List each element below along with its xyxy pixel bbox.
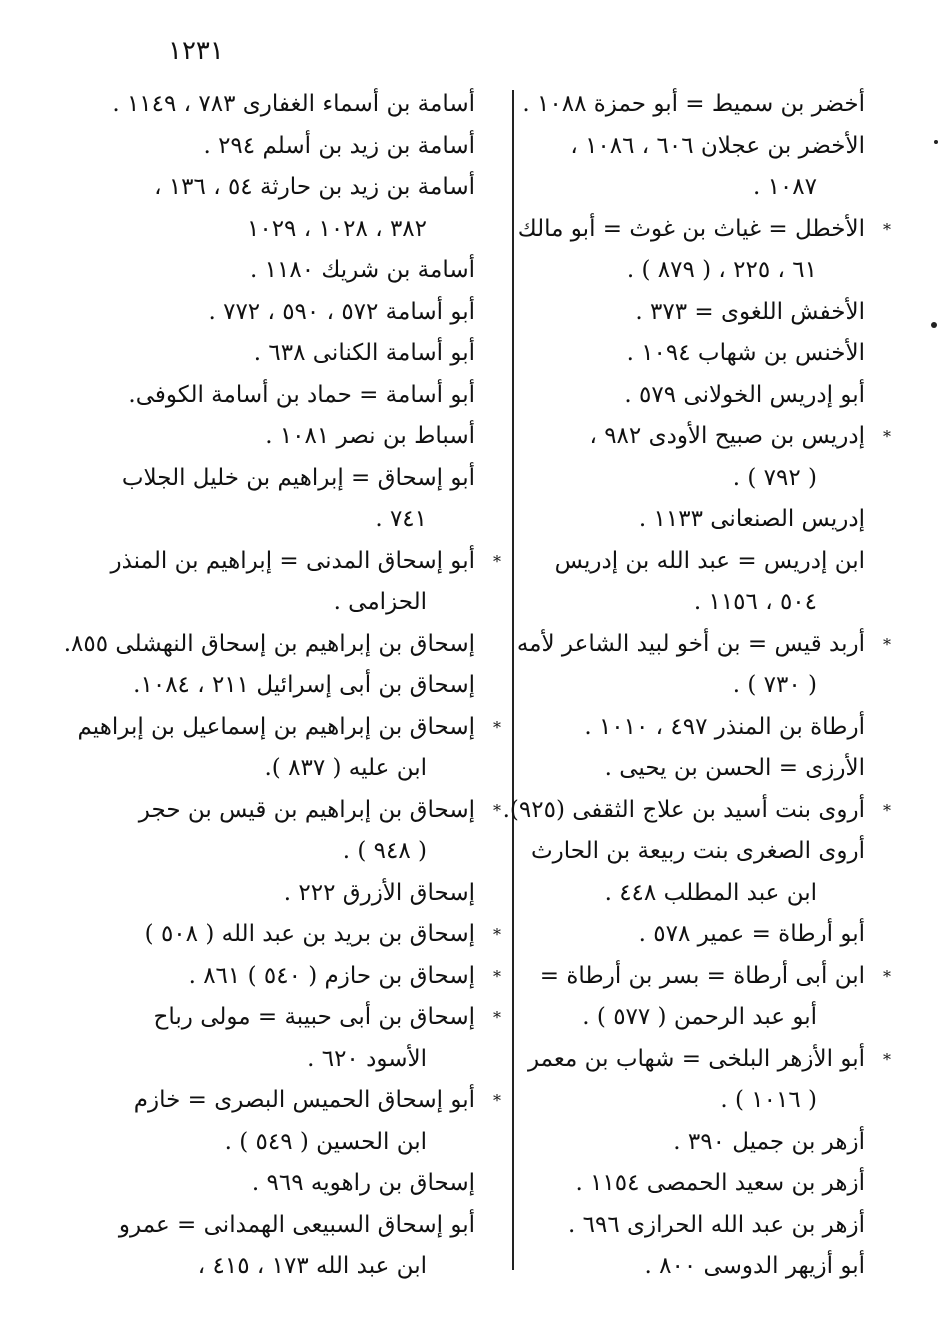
index-entry-text: أبو أزيهر الدوسى ٨٠٠ . (644, 1253, 865, 1279)
asterisk-marker-icon: * (493, 1008, 501, 1027)
index-entry-text: أروى الصغرى بنت ربيعة بن الحارث (530, 838, 865, 864)
index-entry-text: أسامة بن زيد بن أسلم ٢٩٤ . (203, 132, 475, 159)
index-entry-line (140, 292, 475, 334)
index-entry-line (520, 375, 865, 417)
index-entry-line (520, 748, 865, 790)
index-entry-line (520, 250, 865, 292)
asterisk-marker-icon: * (883, 427, 891, 446)
index-entry-line (77, 707, 501, 749)
index-entry-text: أزهر بن سعيد الحمصى ١١٥٤ . (575, 1170, 865, 1196)
index-entry-line (520, 831, 865, 873)
index-entry-text: أربد قيس = بن أخو لبيد الشاعر لأمه (516, 630, 865, 657)
index-entry-text: ابن عليه ( ٨٣٧ ). (264, 755, 427, 781)
index-entry-line (140, 499, 475, 541)
index-entry-text: ابن إدريس = عبد الله بن إدريس (554, 547, 865, 574)
index-entry-line (520, 665, 865, 707)
index-entry-text: أخضر بن سميط = أبو حمزة ١٠٨٨ . (522, 91, 865, 117)
index-entry-text: أزهر بن جميل ٣٩٠ . (673, 1128, 865, 1155)
index-entry-line (140, 167, 475, 209)
index-entry-line (121, 458, 475, 500)
index-entry-line (112, 84, 475, 126)
index-entry-line (63, 624, 475, 666)
index-entry-text: ٦١ ، ٢٢٥ ، ( ٨٧٩ ) . (626, 257, 817, 283)
index-entry-line (502, 790, 891, 832)
index-entry-text: الأسود ٦٢٠ . (307, 1045, 427, 1072)
index-entry-text: إسحاق بن أبى إسرائيل ٢١١ ، ١٠٨٤. (133, 672, 475, 698)
index-entry-line (140, 748, 475, 790)
index-entry-line (138, 790, 501, 832)
index-entry-text: الأخنس بن شهاب ١٠٩٤ . (626, 340, 865, 366)
index-entry-line (520, 1080, 865, 1122)
index-entry-line (140, 582, 475, 624)
asterisk-marker-icon: * (883, 966, 891, 986)
asterisk-marker-icon: * (493, 925, 501, 944)
index-entry-text: الحزامى . (333, 589, 427, 615)
index-entry-line (520, 333, 865, 375)
index-entry-text: الأخضر بن عجلان ٦٠٦ ، ١٠٨٦ ، (570, 132, 865, 159)
index-entry-text: أروى بنت أسيد بن علاج الثقفى (٩٢٥). (502, 796, 865, 823)
index-entry-text: أبو عبد الرحمن ( ٥٧٧ ) . (582, 1004, 817, 1030)
index-entry-text: أبو الأزهر البلخى = شهاب بن معمر (527, 1045, 865, 1072)
index-entry-text: إدريس بن صبيح الأودى ٩٨٢ ، (589, 423, 865, 449)
index-entry-line (140, 831, 475, 873)
page-number: ١٢٣١ (168, 36, 224, 66)
index-entry-text: ١٠٨٧ . (752, 174, 817, 200)
index-entry-line (520, 167, 865, 209)
index-entry-text: إسحاق بن إبراهيم بن قيس بن حجر (138, 796, 475, 823)
index-entry-line (520, 582, 865, 624)
index-entry-line (118, 1205, 475, 1247)
index-entry-line (110, 541, 501, 583)
index-entry-text: ٣٨٢ ، ١٠٢٨ ، ١٠٢٩ (247, 215, 427, 242)
index-entry-line (520, 1122, 865, 1164)
index-entry-line (520, 1205, 865, 1247)
index-entry-line (520, 1163, 865, 1205)
index-entry-line (520, 541, 865, 583)
index-entry-text: ٧٤١ . (375, 506, 427, 532)
index-entry-text: إسحاق الأزرق ٢٢٢ . (283, 879, 475, 906)
index-entry-text: أبو أسامة ٥٧٢ ، ٥٩٠ ، ٧٧٢ . (208, 298, 475, 325)
asterisk-marker-icon: * (493, 551, 501, 571)
index-entry-text: ( ٧٣٠ ) . (732, 672, 817, 698)
index-entry-text: ٥٠٤ ، ١١٥٦ . (693, 589, 817, 615)
index-entry-text: أبو إدريس الخولانى ٥٧٩ . (624, 381, 865, 408)
index-entry-line (516, 624, 891, 666)
index-entry-line (140, 1163, 475, 1205)
index-entry-text: أبو إسحاق المدنى = إبراهيم بن المنذر (110, 547, 475, 574)
index-entry-line (520, 914, 865, 956)
column-divider (512, 90, 514, 1270)
index-entry-line (140, 209, 475, 251)
index-entry-text: أبو أسامة الكنانى ٦٣٨ . (253, 340, 475, 366)
index-entry-line (140, 333, 475, 375)
index-entry-text: ابن عبد الله ١٧٣ ، ٤١٥ ، (197, 1253, 427, 1279)
index-entry-line (140, 956, 501, 998)
index-entry-line (140, 416, 475, 458)
index-entry-line (520, 997, 865, 1039)
index-entry-text: ( ١٠١٦ ) . (720, 1087, 817, 1113)
index-entry-text: إسحاق بن إبراهيم بن إسحاق النهشلى ٨٥٥. (63, 630, 475, 657)
index-entry-line (517, 209, 891, 251)
index-entry-text: أزهر بن عبد الله الحرازى ٦٩٦ . (568, 1211, 865, 1238)
index-entry-text: أبو إسحاق = إبراهيم بن خليل الجلاب (121, 464, 475, 491)
index-entry-line (140, 914, 501, 956)
asterisk-marker-icon: * (493, 800, 501, 820)
index-entry-line (520, 1246, 865, 1288)
index-entry-line (520, 707, 865, 749)
index-entry-line (520, 956, 891, 998)
index-entry-line (140, 126, 475, 168)
index-entry-text: أسامة بن شريك ١١٨٠ . (250, 257, 475, 283)
index-entry-line (140, 250, 475, 292)
index-entry-line (140, 1039, 475, 1081)
index-entry-text: ( ٧٩٢ ) . (732, 464, 817, 491)
asterisk-marker-icon: * (883, 634, 891, 654)
index-entry-line (128, 375, 475, 417)
margin-mark (934, 140, 938, 144)
index-entry-line (133, 1080, 501, 1122)
index-entry-line (133, 665, 475, 707)
index-entry-line (140, 873, 475, 915)
asterisk-marker-icon: * (493, 1091, 501, 1110)
index-entry-line (520, 499, 865, 541)
index-entry-text: الأرزى = الحسن بن يحيى . (604, 755, 865, 781)
index-entry-text: ابن الحسين ( ٥٤٩ ) . (224, 1128, 427, 1155)
index-entry-text: إدريس الصنعانى ١١٣٣ . (638, 506, 865, 532)
index-entry-text: أسامة بن زيد بن حارثة ٥٤ ، ١٣٦ ، (154, 174, 475, 200)
index-entry-line (520, 416, 891, 458)
index-entry-line (140, 997, 501, 1039)
index-entry-text: ( ٩٤٨ ) . (342, 838, 427, 864)
asterisk-marker-icon: * (883, 219, 891, 239)
index-entry-text: ابن عبد المطلب ٤٤٨ . (604, 879, 817, 906)
right-index-column (502, 84, 891, 1288)
index-entry-text: إسحاق بن أبى حبيبة = مولى رباح (153, 1004, 475, 1030)
index-entry-text: الأخفش اللغوى = ٣٧٣ . (635, 298, 865, 325)
index-entry-line (520, 126, 865, 168)
index-entry-line (520, 292, 865, 334)
index-entry-line (520, 84, 865, 126)
asterisk-marker-icon: * (493, 717, 501, 737)
index-entry-text: أرطاة بن المنذر ٤٩٧ ، ١٠١٠ . (584, 713, 865, 740)
index-entry-line (520, 458, 865, 500)
index-entry-text: أسامة بن أسماء الغفارى ٧٨٣ ، ١١٤٩ . (112, 91, 475, 117)
index-entry-text: أبو إسحاق الحميس البصرى = خازم (133, 1087, 475, 1113)
asterisk-marker-icon: * (493, 966, 501, 986)
index-entry-text: إسحاق بن راهويه ٩٦٩ . (251, 1170, 475, 1196)
index-entry-text: أبو إسحاق السبيعى الهمدانى = عمرو (118, 1211, 475, 1238)
index-entry-text: ابن أبى أرطاة = بسر بن أرطاة = (539, 962, 865, 989)
left-index-column (63, 84, 501, 1288)
index-entry-text: الأخطل = غياث بن غوث = أبو مالك (517, 215, 865, 242)
index-entry-text: أبو أسامة = حماد بن أسامة الكوفى. (128, 381, 475, 408)
index-entry-text: إسحاق بن إبراهيم بن إسماعيل بن إبراهيم (77, 713, 475, 740)
index-entry-line (140, 1246, 475, 1288)
index-entry-text: أبو أرطاة = عمير ٥٧٨ . (638, 921, 865, 947)
index-entry-line (520, 873, 865, 915)
asterisk-marker-icon: * (883, 1049, 891, 1069)
index-entry-line (140, 1122, 475, 1164)
index-entry-text: إسحاق بن بريد بن عبد الله ( ٥٠٨ ) (144, 921, 475, 947)
asterisk-marker-icon: * (883, 800, 891, 820)
margin-mark (931, 322, 937, 328)
index-entry-line (520, 1039, 891, 1081)
index-entry-text: أسباط بن نصر ١٠٨١ . (265, 423, 475, 449)
index-entry-text: إسحاق بن حازم ( ٥٤٠ ) ٨٦١ . (188, 962, 475, 989)
